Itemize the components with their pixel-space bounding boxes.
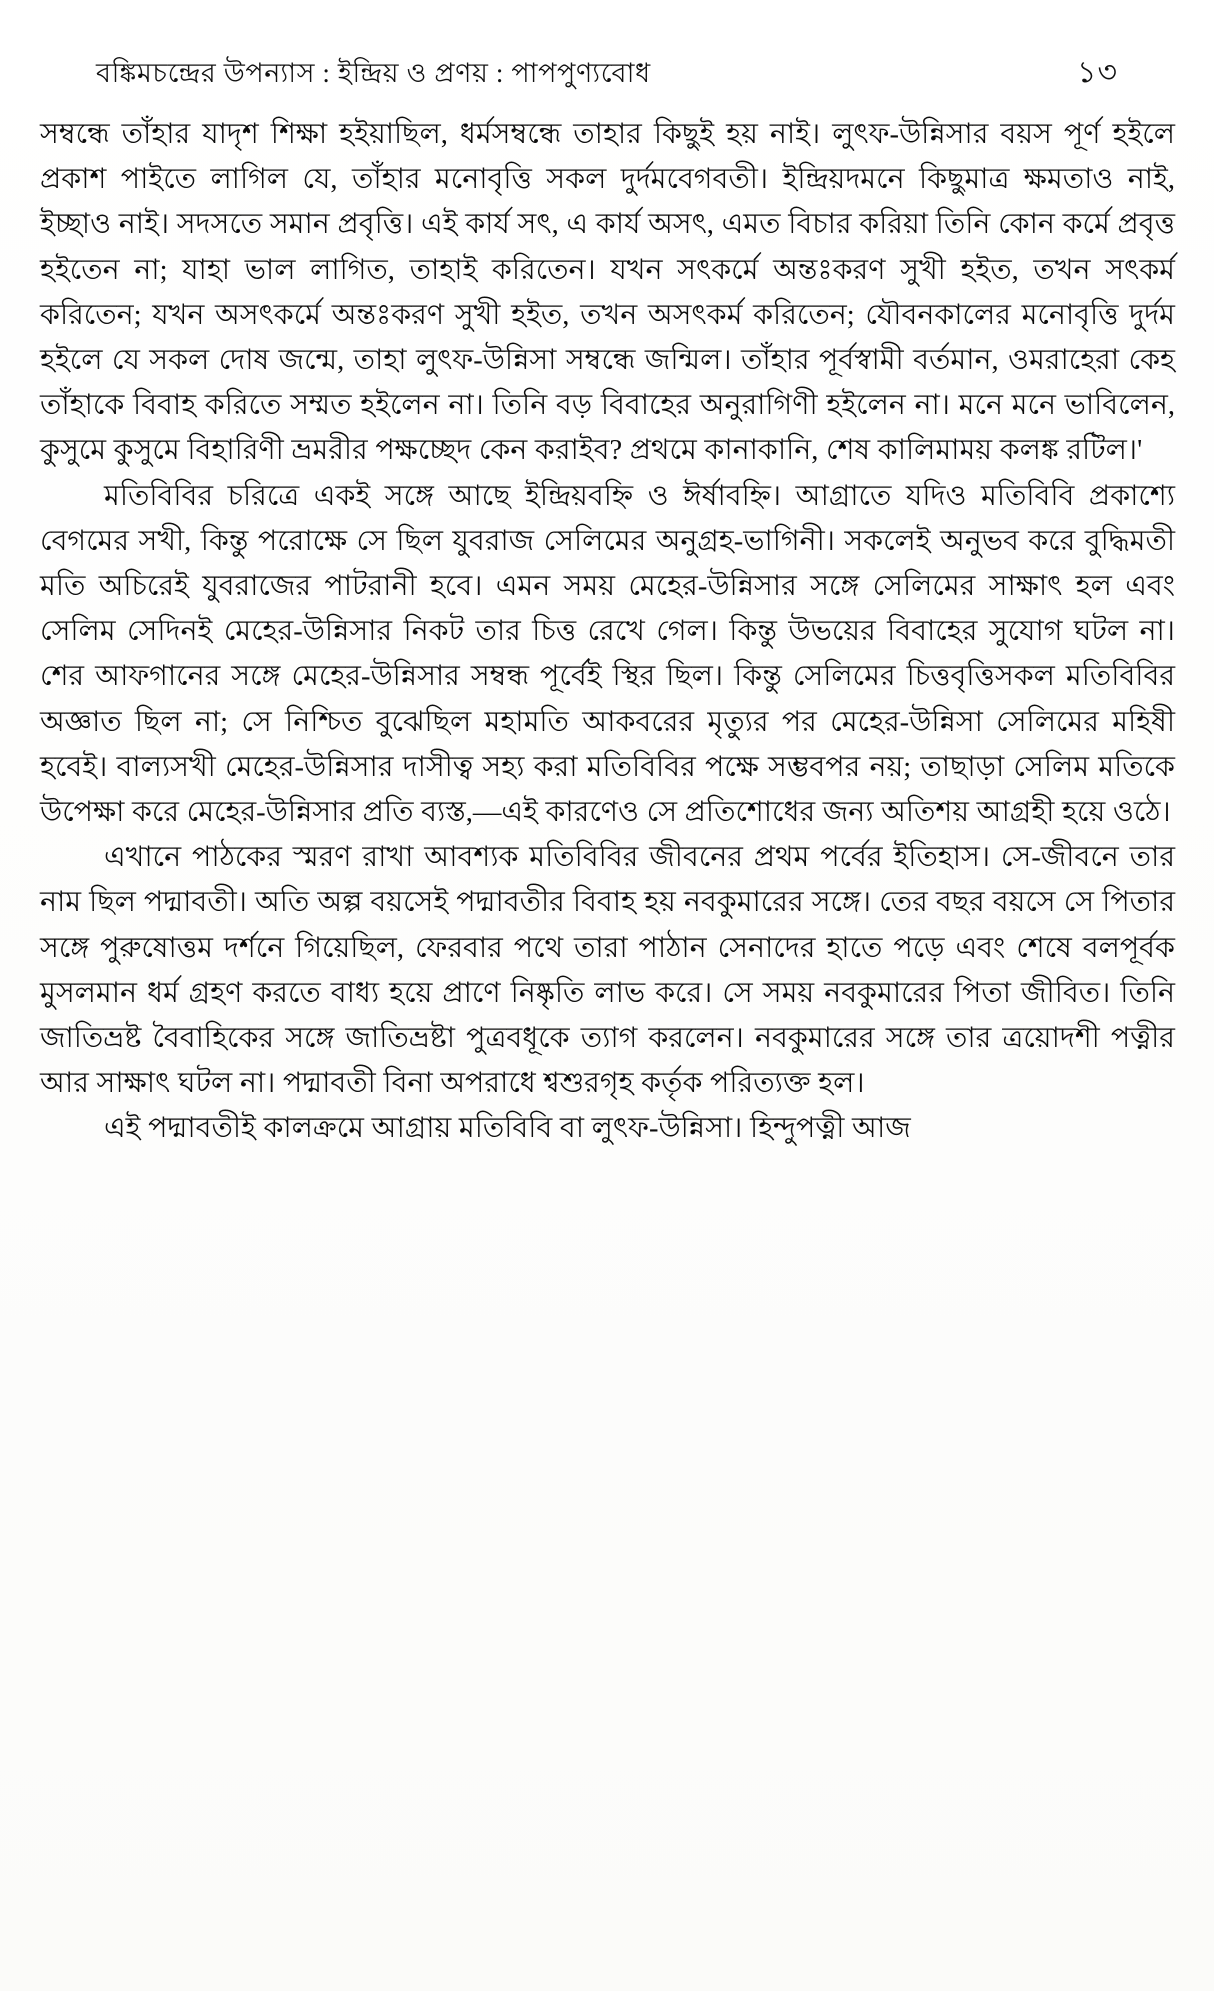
- header-title: বঙ্কিমচন্দ্রের উপন্যাস : ইন্দ্রিয় ও প্রণয় : পাপপুণ্যবোধ: [96, 58, 651, 88]
- running-header: [96, 48, 1118, 94]
- paragraph: মতিবিবির চরিত্রে একই সঙ্গে আছে ইন্দ্রিয়বহ্নি ও ঈর্ষাবহ্নি। আগ্রাতে যদিও মতিবিবি প্রকাশ্যে বেগমের সখী, কিন্তু পরোক্ষে সে ছিল যুবরাজ সেলিমের অনুগ্রহ-ভাগিনী। সকলেই অনুভব করে বুদ্ধিমতী মতি অচিরেই যুবরাজের পাটরানী হবে। এমন সময় মেহের-উন্নিসার সঙ্গে সেলিমের সাক্ষাৎ হল এবং সেলিম সেদিনই মেহের-উন্নিসার নিকট তার চিত্ত রেখে গেল। কিন্তু উভয়ের বিবাহের সুযোগ ঘটল না। শের আফগানের সঙ্গে মেহের-উন্নিসার সম্বন্ধ পূর্বেই স্থির ছিল। কিন্তু সেলিমের চিত্তবৃত্তিসকল মতিবিবির অজ্ঞাত ছিল না; সে নিশ্চিত বুঝেছিল মহামতি আকবরের মৃত্যুর পর মেহের-উন্নিসা সেলিমের মহিষী হবেই। বাল্যসখী মেহের-উন্নিসার দাসীত্ব সহ্য করা মতিবিবির পক্ষে সম্ভবপর নয়; তাছাড়া সেলিম মতিকে উপেক্ষা করে মেহের-উন্নিসার প্রতি ব্যস্ত,—এই কারণেও সে প্রতিশোধের জন্য অতিশয় আগ্রহী হয়ে ওঠে।: [40, 480, 1175, 829]
- paragraph: সম্বন্ধে তাঁহার যাদৃশ শিক্ষা হইয়াছিল, ধর্মসম্বন্ধে তাহার কিছুই হয় নাই। লুৎফ-উন্নিসার বয়স পূর্ণ হইলে প্রকাশ পাইতে লাগিল যে, তাঁহার মনোবৃত্তি সকল দুর্দমবেগবতী। ইন্দ্রিয়দমনে কিছুমাত্র ক্ষমতাও নাই, ইচ্ছাও নাই। সদসতে সমান প্রবৃত্তি। এই কার্য সৎ, এ কার্য অসৎ, এমত বিচার করিয়া তিনি কোন কর্মে প্রবৃত্ত হইতেন না; যাহা ভাল লাগিত, তাহাই করিতেন। যখন সৎকর্মে অন্তঃকরণ সুখী হইত, তখন সৎকর্ম করিতেন; যখন অসৎকর্মে অন্তঃকরণ সুখী হইত, তখন অসৎকর্ম করিতেন; যৌবনকালের মনোবৃত্তি দুর্দম হইলে যে সকল দোষ জন্মে, তাহা লুৎফ-উন্নিসা সম্বন্ধে জন্মিল। তাঁহার পূর্বস্বামী বর্তমান, ওমরাহেরা কেহ তাঁহাকে বিবাহ করিতে সম্মত হইলেন না। তিনি বড় বিবাহের অনুরাগিণী হইলেন না। মনে মনে ভাবিলেন, কুসুমে কুসুমে বিহারিণী ভ্রমরীর পক্ষচ্ছেদ কেন করাইব? প্রথমে কানাকানি, শেষ কালিমাময় কলঙ্ক রটিল।': [40, 119, 1175, 467]
- page-number: ১৩: [1077, 56, 1118, 89]
- paragraph: এখানে পাঠকের স্মরণ রাখা আবশ্যক মতিবিবির জীবনের প্রথম পর্বের ইতিহাস। সে-জীবনে তার নাম ছিল পদ্মাবতী। অতি অল্প বয়সেই পদ্মাবতীর বিবাহ হয় নবকুমারের সঙ্গে। তের বছর বয়সে সে পিতার সঙ্গে পুরুষোত্তম দর্শনে গিয়েছিল, ফেরবার পথে তারা পাঠান সেনাদের হাতে পড়ে এবং শেষে বলপূর্বক মুসলমান ধর্ম গ্রহণ করতে বাধ্য হয়ে প্রাণে নিষ্কৃতি লাভ করে। সে সময় নবকুমারের পিতা জীবিত। তিনি জাতিভ্রষ্ট বৈবাহিকের সঙ্গে জাতিভ্রষ্টা পুত্রবধূকে ত্যাগ করলেন। নবকুমারের সঙ্গে তার ত্রয়োদশী পত্নীর আর সাক্ষাৎ ঘটল না। পদ্মাবতী বিনা অপরাধে শ্বশুরগৃহ কর্তৃক পরিত্যক্ত হল।: [40, 842, 1175, 1100]
- paragraph: এই পদ্মাবতীই কালক্রমে আগ্রায় মতিবিবি বা লুৎফ-উন্নিসা। হিন্দুপত্নী আজ: [104, 1113, 911, 1145]
- body-text: [40, 112, 1175, 1951]
